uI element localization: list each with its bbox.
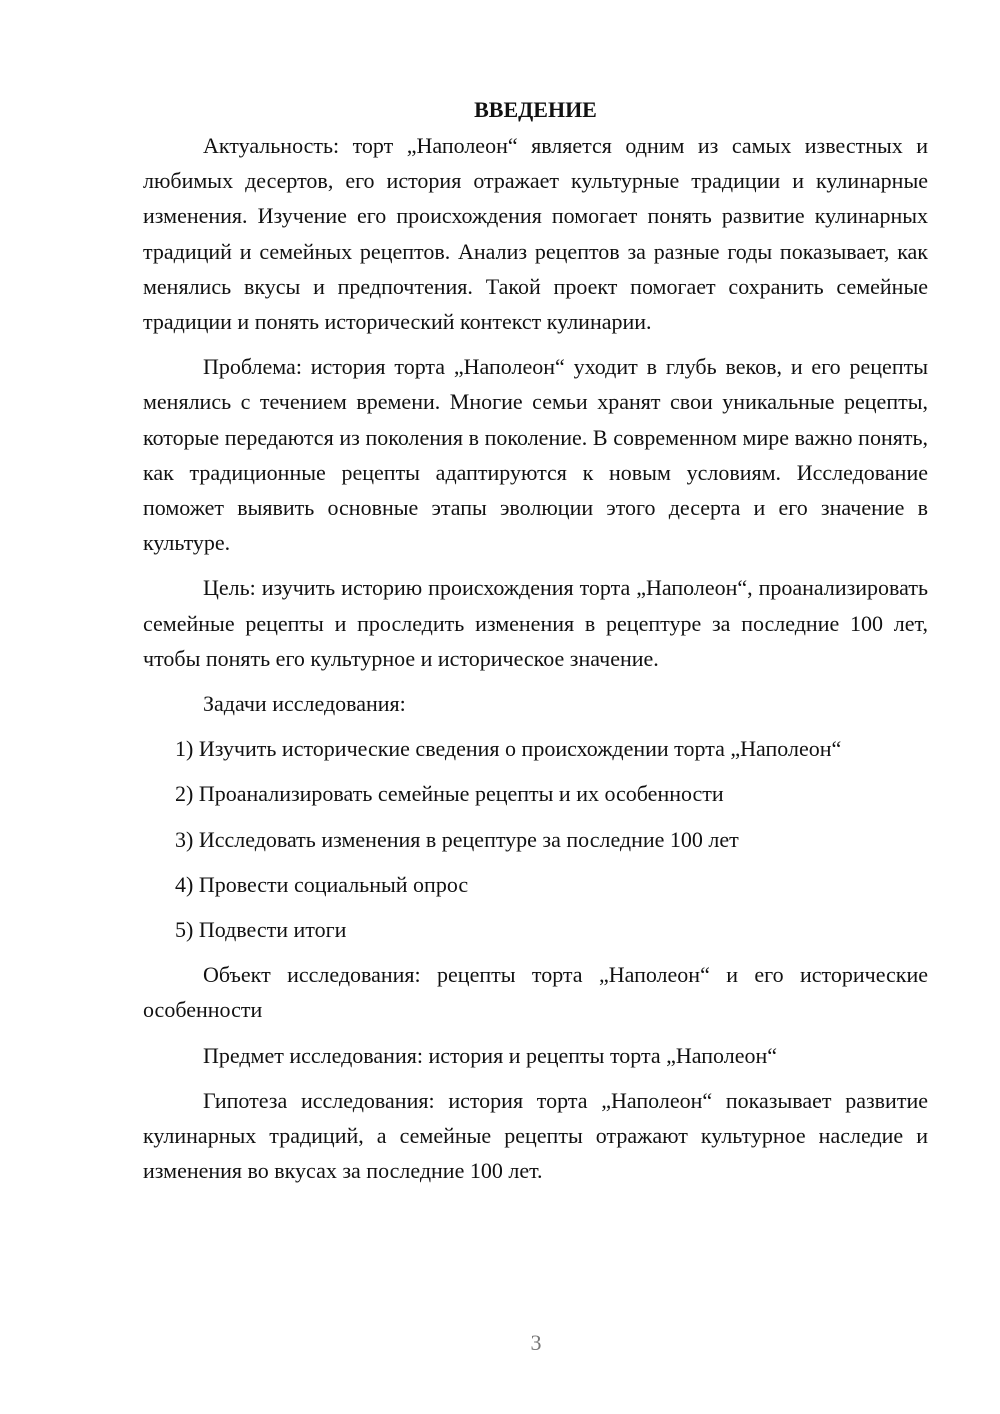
goal-paragraph: Цель: изучить историю происхождения торта „Наполеон“, проанализировать семейные рецепты и проследить изменения в рецептуре за последние 100 лет, чтобы понять его культурное и историческое значение.	[143, 575, 928, 671]
page-title: ВВЕДЕНИЕ	[474, 97, 597, 122]
task-item: 5) Подвести итоги	[175, 917, 347, 943]
hypothesis-paragraph: Гипотеза исследования: история торта „Наполеон“ показывает развитие кулинарных традиций, а семейные рецепты отражают культурное наследие и изменения во вкусах за последние 100 лет.	[143, 1087, 928, 1184]
page-number: 3	[530, 1330, 542, 1355]
task-item: 2) Проанализировать семейные рецепты и их особенности	[175, 781, 724, 807]
object-paragraph: Объект исследования: рецепты торта „Наполеон“ и его исторические особенности	[143, 962, 928, 1023]
problem-paragraph: Проблема: история торта „Наполеон“ уходит в глубь веков, и его рецепты менялись с течением времени. Многие семьи хранят свои уникальные рецепты, которые передаются из поколения в поколение. В современном мире важно понять, как традиционные рецепты адаптируются к новым условиям. Исследование поможет выявить основные этапы эволюции этого десерта и его значение в культуре.	[143, 354, 928, 556]
task-item: 1) Изучить исторические сведения о происхождении торта „Наполеон“	[175, 736, 842, 762]
subject-paragraph: Предмет исследования: история и рецепты торта „Наполеон“	[203, 1042, 778, 1068]
tasks-heading: Задачи исследования:	[203, 691, 406, 717]
tasks-list	[143, 731, 928, 947]
task-item: 4) Провести социальный опрос	[175, 871, 469, 897]
relevance-paragraph: Актуальность: торт „Наполеон“ является одним из самых известных и любимых десертов, его история отражает культурные традиции и кулинарные изменения. Изучение его происхождения помогает понять развитие кулинарных традиций и семейных рецептов. Анализ рецептов за разные годы показывает, как менялись вкусы и предпочтения. Такой проект помогает сохранить семейные традиции и понять исторический контекст кулинарии.	[143, 133, 928, 335]
document-page	[143, 92, 928, 1198]
task-item: 3) Исследовать изменения в рецептуре за последние 100 лет	[175, 826, 739, 852]
